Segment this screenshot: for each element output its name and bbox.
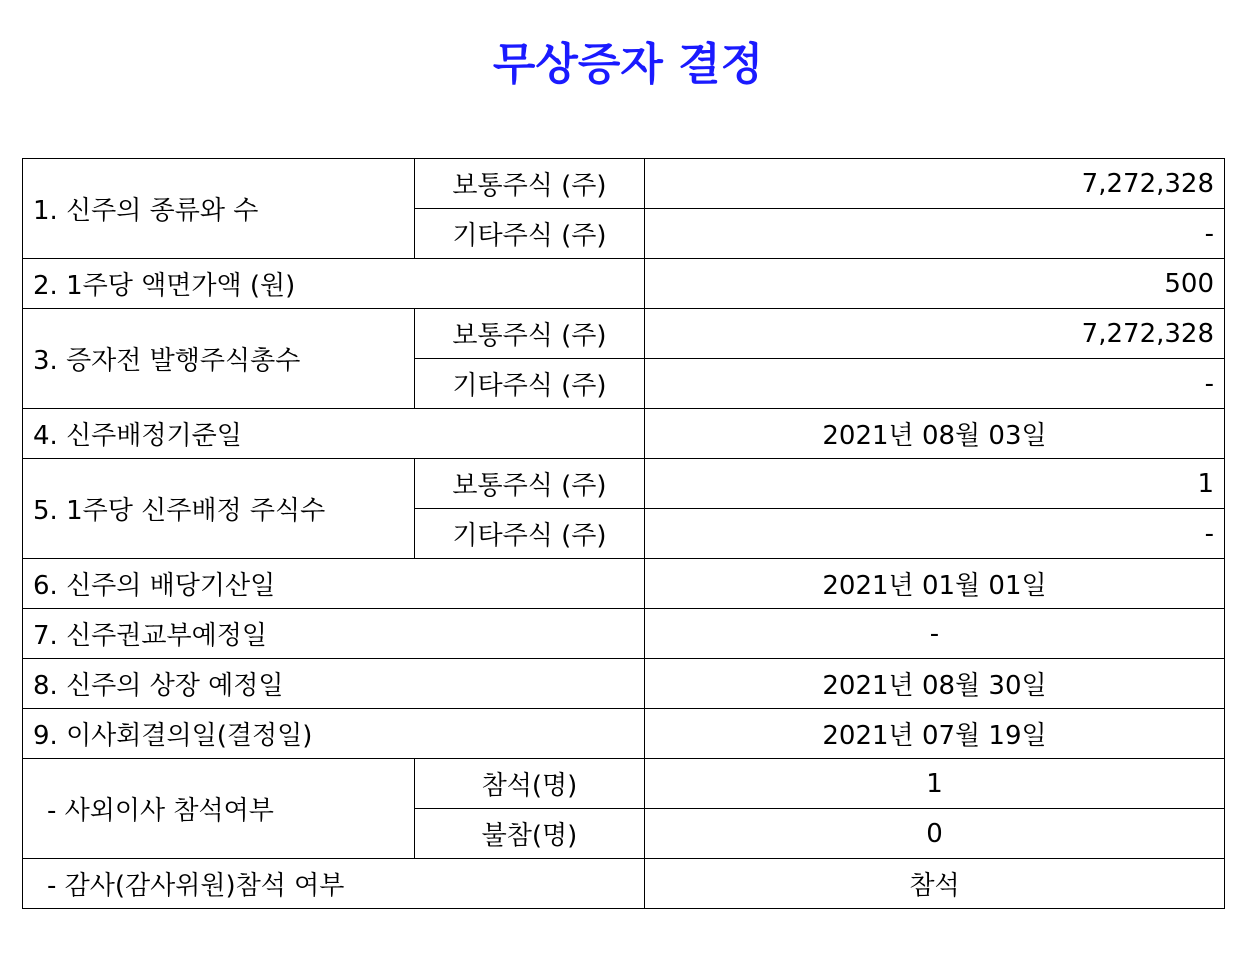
table-row-pre-issue-shares <box>23 309 1225 359</box>
dividend-start-label: 6. 신주의 배당기산일 <box>23 559 645 609</box>
outside-directors-absent-label: 불참(명) <box>415 809 645 859</box>
pre-issue-common-label: 보통주식 (주) <box>415 309 645 359</box>
table-row-dividend-start <box>23 559 1225 609</box>
new-shares-common-label: 보통주식 (주) <box>415 159 645 209</box>
pre-issue-other-label: 기타주식 (주) <box>415 359 645 409</box>
par-value-label: 2. 1주당 액면가액 (원) <box>23 259 645 309</box>
pre-issue-shares-label: 3. 증자전 발행주식총수 <box>23 309 415 409</box>
table-row-allotment-ratio <box>23 459 1225 509</box>
disclosure-table <box>22 158 1225 909</box>
allotment-common-value: 1 <box>645 459 1225 509</box>
allotment-ratio-label: 5. 1주당 신주배정 주식수 <box>23 459 415 559</box>
table-row-listing-date <box>23 659 1225 709</box>
record-date-label: 4. 신주배정기준일 <box>23 409 645 459</box>
auditor-attendance-value: 참석 <box>645 859 1225 909</box>
allotment-other-label: 기타주식 (주) <box>415 509 645 559</box>
record-date-value: 2021년 08월 03일 <box>645 409 1225 459</box>
pre-issue-other-value: - <box>645 359 1225 409</box>
board-resolution-date-label: 9. 이사회결의일(결정일) <box>23 709 645 759</box>
listing-date-label: 8. 신주의 상장 예정일 <box>23 659 645 709</box>
new-shares-other-value: - <box>645 209 1225 259</box>
table-row-record-date <box>23 409 1225 459</box>
outside-directors-absent-value: 0 <box>645 809 1225 859</box>
par-value-value: 500 <box>645 259 1225 309</box>
pre-issue-common-value: 7,272,328 <box>645 309 1225 359</box>
document-title: 무상증자 결정 <box>492 39 764 90</box>
dividend-start-value: 2021년 01월 01일 <box>645 559 1225 609</box>
listing-date-value: 2021년 08월 30일 <box>645 659 1225 709</box>
new-shares-other-label: 기타주식 (주) <box>415 209 645 259</box>
new-shares-common-value: 7,272,328 <box>645 159 1225 209</box>
outside-directors-present-label: 참석(명) <box>415 759 645 809</box>
auditor-attendance-label: - 감사(감사위원)참석 여부 <box>23 859 645 909</box>
table-row-new-shares-type <box>23 159 1225 209</box>
certificate-delivery-label: 7. 신주권교부예정일 <box>23 609 645 659</box>
table-row-par-value <box>23 259 1225 309</box>
table-row-auditor-attendance <box>23 859 1225 909</box>
new-shares-type-label: 1. 신주의 종류와 수 <box>23 159 415 259</box>
table-row-outside-directors <box>23 759 1225 809</box>
table-row-board-resolution-date <box>23 709 1225 759</box>
table-row-certificate-delivery <box>23 609 1225 659</box>
outside-directors-present-value: 1 <box>645 759 1225 809</box>
outside-directors-label: - 사외이사 참석여부 <box>23 759 415 859</box>
certificate-delivery-value: - <box>645 609 1225 659</box>
board-resolution-date-value: 2021년 07월 19일 <box>645 709 1225 759</box>
allotment-common-label: 보통주식 (주) <box>415 459 645 509</box>
allotment-other-value: - <box>645 509 1225 559</box>
